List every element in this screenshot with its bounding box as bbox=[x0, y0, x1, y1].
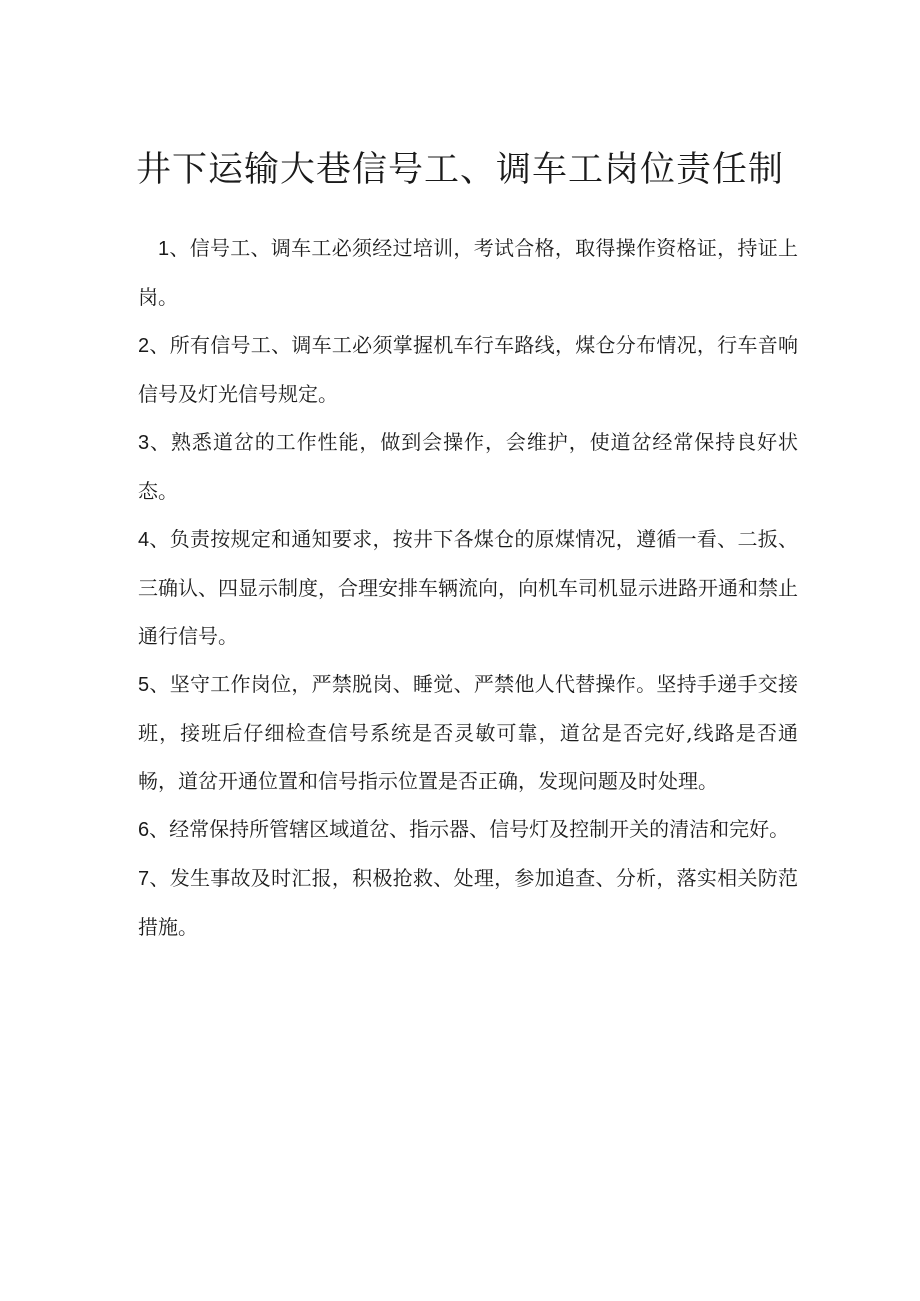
clause-1 bbox=[138, 224, 798, 321]
clause-separator: 、 bbox=[149, 817, 170, 841]
clause-separator: 、 bbox=[149, 866, 170, 890]
clause-separator: 、 bbox=[169, 236, 190, 260]
clause-number: 3 bbox=[138, 432, 150, 454]
clause-separator: 、 bbox=[149, 333, 170, 357]
clause-4 bbox=[138, 515, 798, 660]
clause-6 bbox=[138, 805, 798, 854]
clause-number: 2 bbox=[138, 335, 150, 357]
document-title: 井下运输大巷信号工、调车工岗位责任制 bbox=[135, 150, 784, 190]
clause-text: 经常保持所管辖区域道岔、指示器、信号灯及控制开关的清洁和完好。 bbox=[169, 817, 790, 841]
clause-separator: 、 bbox=[149, 672, 170, 696]
clause-5 bbox=[138, 660, 798, 805]
clause-text: 熟悉道岔的工作性能，做到会操作，会维护，使道岔经常保持良好状态。 bbox=[138, 430, 799, 503]
clause-text: 负责按规定和通知要求，按井下各煤仓的原煤情况，遵循一看、二扳、三确认、四显示制度，合理安排车辆流向，向机车司机显示进路开通和禁止通行信号。 bbox=[138, 527, 799, 648]
clause-7 bbox=[138, 854, 798, 951]
clause-list bbox=[138, 224, 798, 951]
clause-2 bbox=[138, 321, 798, 418]
clause-number: 6 bbox=[138, 819, 150, 841]
clause-number: 4 bbox=[138, 529, 150, 551]
clause-text: 信号工、调车工必须经过培训，考试合格，取得操作资格证，持证上岗。 bbox=[138, 236, 799, 309]
clause-text: 坚守工作岗位，严禁脱岗、睡觉、严禁他人代替操作。坚持手递手交接班，接班后仔细检查信号系统是否灵敏可靠，道岔是否完好,线路是否通畅，道岔开通位置和信号指示位置是否正确，发现问题及时处理。 bbox=[138, 672, 799, 793]
clause-text: 所有信号工、调车工必须掌握机车行车路线，煤仓分布情况，行车音响信号及灯光信号规定。 bbox=[138, 333, 799, 406]
clause-separator: 、 bbox=[149, 527, 170, 551]
clause-number: 1 bbox=[158, 238, 170, 260]
clause-separator: 、 bbox=[149, 430, 171, 454]
clause-number: 5 bbox=[138, 674, 150, 696]
clause-text: 发生事故及时汇报，积极抢救、处理，参加追查、分析，落实相关防范措施。 bbox=[138, 866, 799, 939]
clause-number: 7 bbox=[138, 868, 150, 890]
clause-3 bbox=[138, 418, 798, 515]
